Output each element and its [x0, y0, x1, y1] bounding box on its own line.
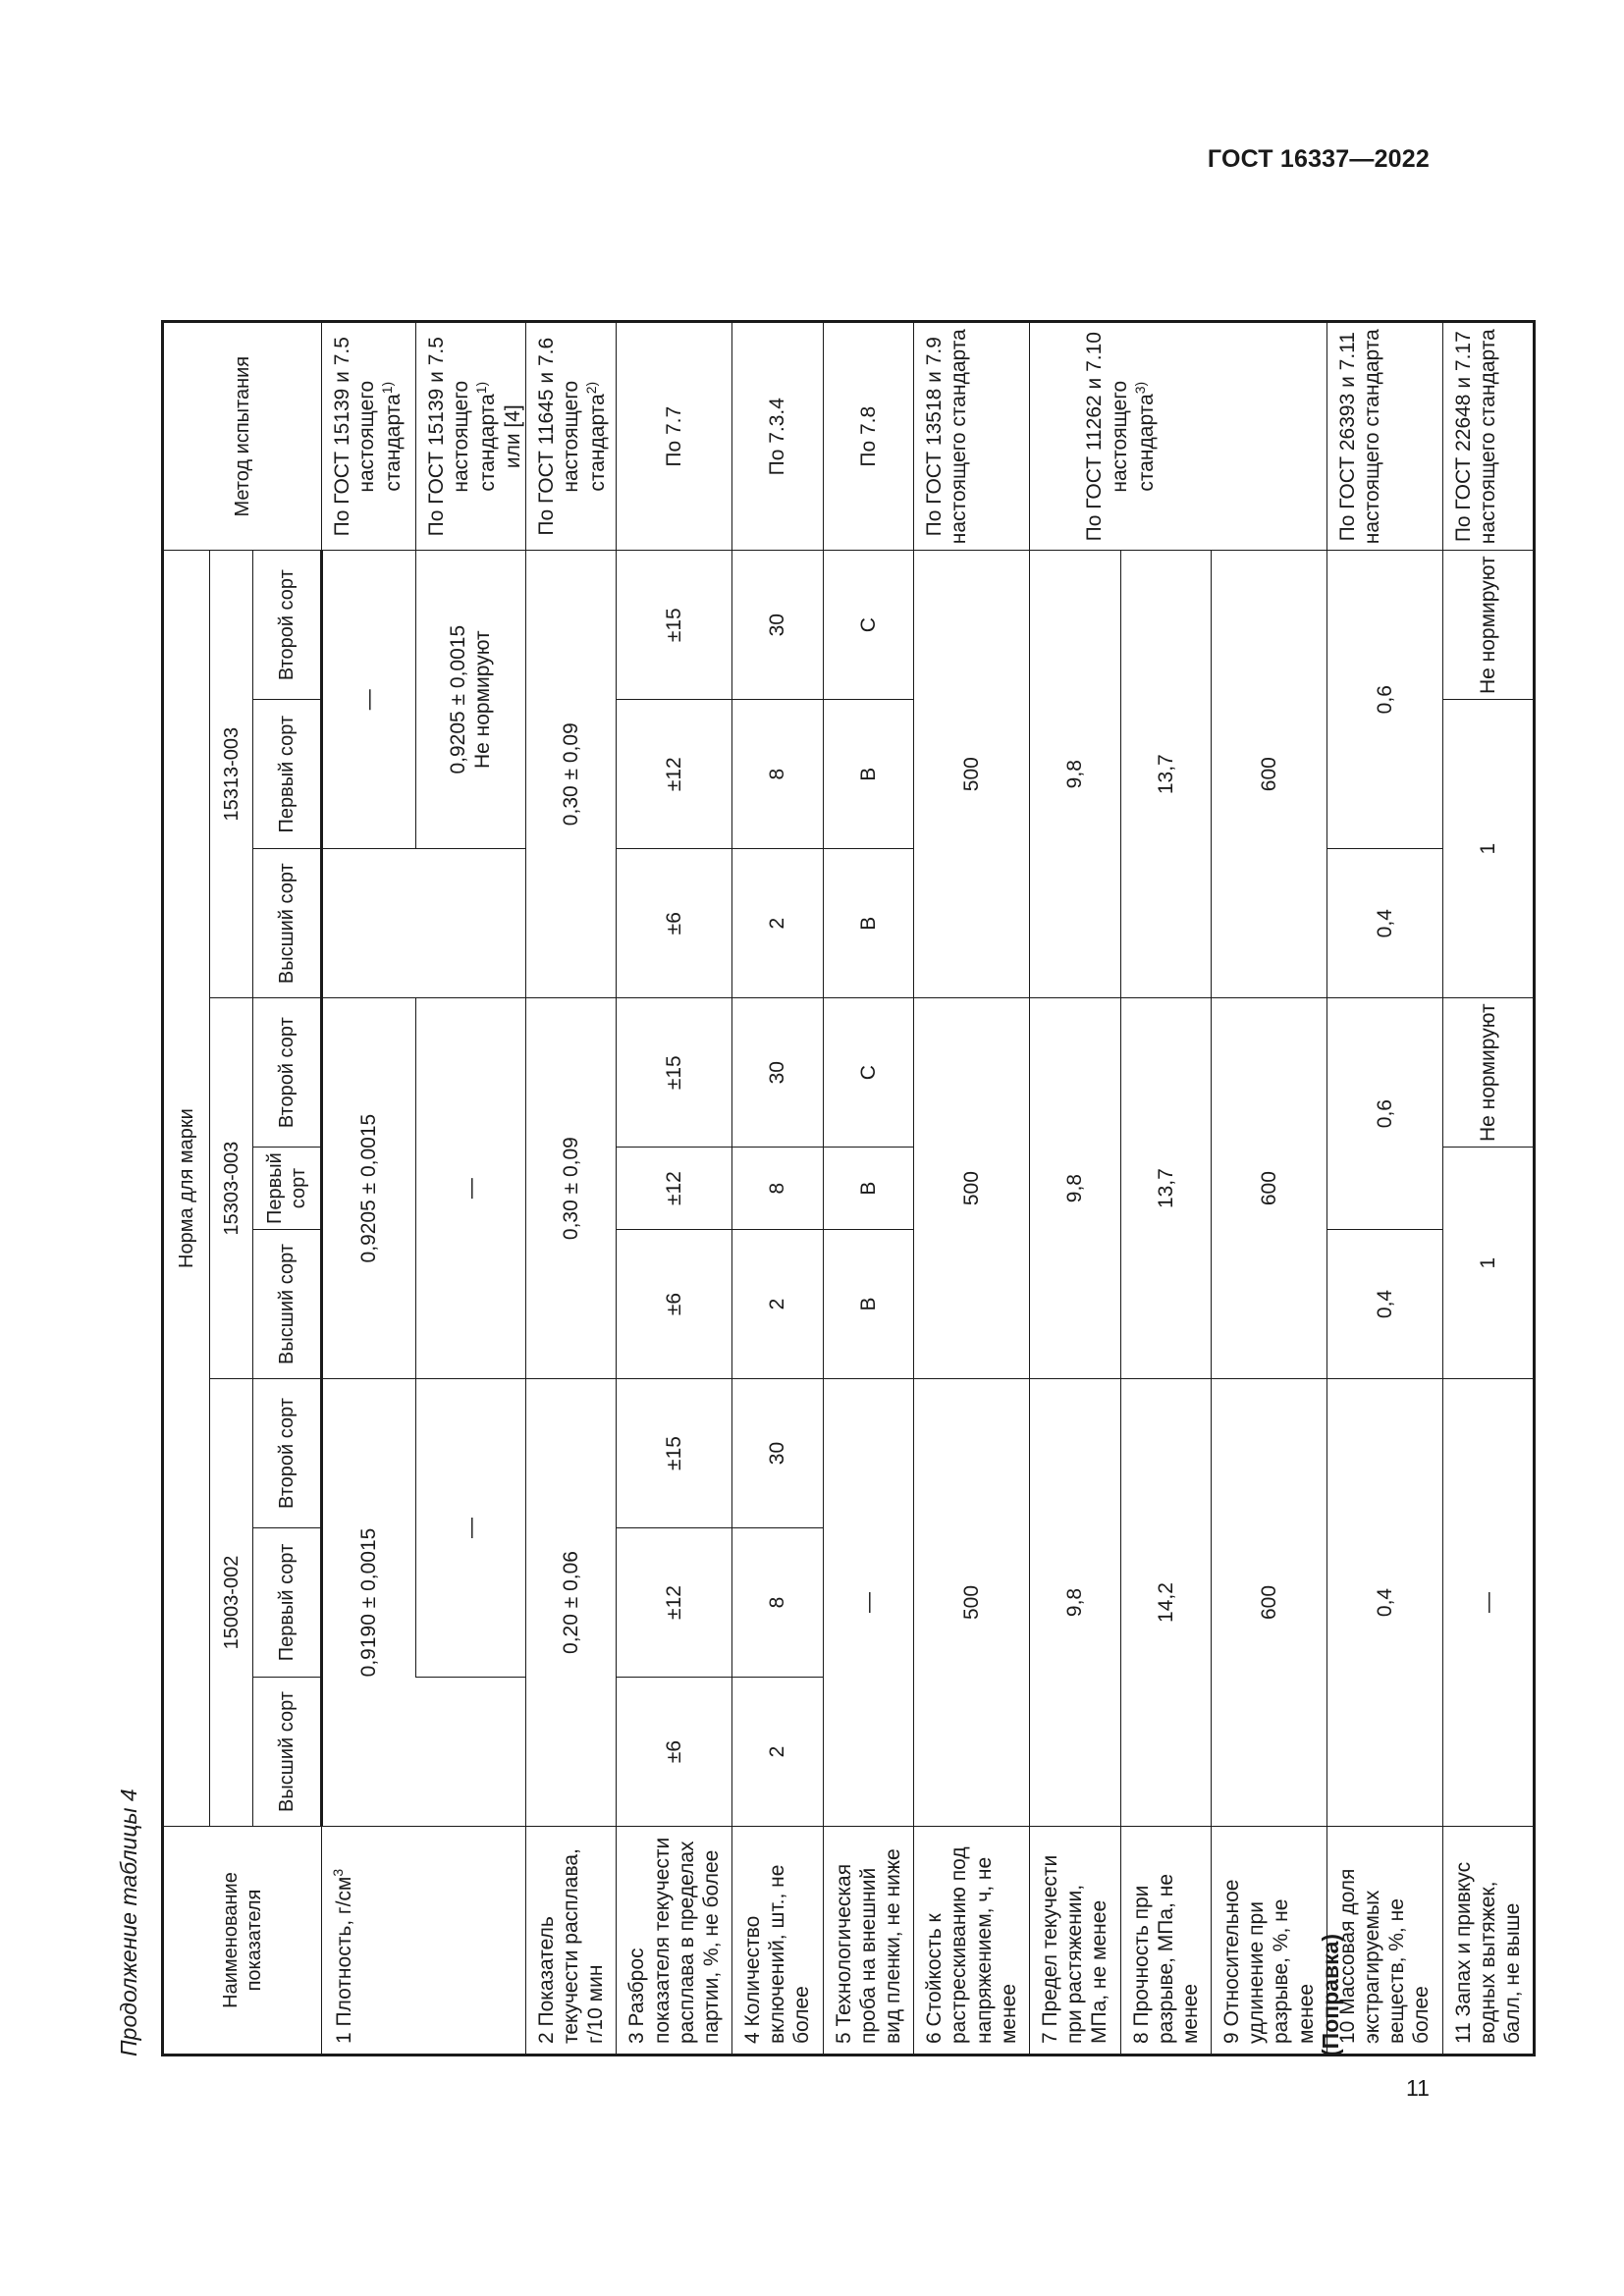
row4-g3-first: 8 — [732, 700, 824, 849]
row2-grade3-value: 0,30 ± 0,09 — [525, 551, 617, 998]
row1-grade3-first-dash: — — [322, 551, 416, 849]
row8-g1: 14,2 — [1120, 1379, 1212, 1827]
header-sort-top: Высший сорт — [253, 1678, 322, 1827]
row10-g2-rest: 0,6 — [1326, 998, 1442, 1230]
page-number: 11 — [1406, 2075, 1430, 2101]
rotated-table-block — [108, 130, 1524, 2083]
row3-name: 3 Разброс показателя текучести расплава в пределах партии, %, не более — [617, 1827, 732, 2056]
table-caption: Продолжение таблицы 4 — [116, 1789, 141, 2056]
row3-g3-first: ±12 — [617, 700, 732, 849]
row4-g1-second: 30 — [732, 1379, 824, 1528]
row10-g2-top: 0,4 — [1326, 1230, 1442, 1379]
row6-g2: 500 — [914, 998, 1030, 1379]
row7-g2: 9,8 — [1029, 998, 1120, 1379]
row9-name: 9 Относительное удлинение при разрыве, %, не менее — [1212, 1827, 1327, 2056]
row10-name: 10 Массовая доля экстрагируемых веществ, %, не более — [1326, 1827, 1442, 2056]
row3-g1-second: ±15 — [617, 1379, 732, 1528]
row1-grade3-value: 0,9205 ± 0,0015 Не нормируют — [416, 551, 526, 849]
row8-g3: 13,7 — [1120, 551, 1212, 998]
header-sort-first: Первый сорт — [253, 1148, 322, 1230]
row4-g2-top: 2 — [732, 1230, 824, 1379]
header-sort-top: Высший сорт — [253, 849, 322, 998]
row3-g1-first: ±12 — [617, 1528, 732, 1678]
row11-g2-top-first: 1 — [1442, 1148, 1535, 1379]
row3-g3-second: ±15 — [617, 551, 732, 700]
row5-g3-second: С — [823, 551, 914, 700]
row11-g2-second: Не нормируют — [1442, 998, 1535, 1148]
row9-g3: 600 — [1212, 551, 1327, 998]
row1-grade2-value: 0,9205 ± 0,0015 — [322, 998, 416, 1379]
row1-grade1-value: 0,9190 ± 0,0015 — [322, 1379, 416, 1827]
row3-g3-top: ±6 — [617, 849, 732, 998]
row4-g2-second: 30 — [732, 998, 824, 1148]
specification-table — [161, 320, 1536, 2056]
header-indicator: Наименование показателя — [163, 1827, 322, 2056]
correction-note: (Поправка) — [1318, 1933, 1343, 2056]
row10-g3-rest: 0,6 — [1326, 551, 1442, 849]
row3-g2-first: ±12 — [617, 1148, 732, 1230]
row5-g2-first: В — [823, 1148, 914, 1230]
row3-g2-second: ±15 — [617, 998, 732, 1148]
row4-g1-first: 8 — [732, 1528, 824, 1678]
header-method: Метод испытания — [163, 322, 322, 551]
header-grade-3: 15313-003 — [210, 551, 253, 998]
row9-method-empty — [1212, 322, 1327, 551]
header-sort-top: Высший сорт — [253, 1230, 322, 1379]
row1-method-b: По ГОСТ 15139 и 7.5 настоящего стандарта$^{1)}$ или [4] — [416, 322, 526, 551]
row9-g1: 600 — [1212, 1379, 1327, 1827]
row5-g2-second: С — [823, 998, 914, 1148]
row11-method: По ГОСТ 22648 и 7.17 настоящего стандарта — [1442, 322, 1535, 551]
document-header: ГОСТ 16337—2022 — [1207, 145, 1430, 173]
row4-g3-top: 2 — [732, 849, 824, 998]
row3-method: По 7.7 — [617, 322, 732, 551]
row1-grade1-dash: — — [416, 1379, 526, 1678]
row3-g1-top: ±6 — [617, 1678, 732, 1827]
row8-name: 8 Прочность при разрыве, МПа, не менее — [1120, 1827, 1212, 2056]
row1-name: 1 Плотность, $г/см^3$ — [322, 1827, 526, 2056]
row10-method: По ГОСТ 26393 и 7.11 настоящего стандарта — [1326, 322, 1442, 551]
row5-g1: — — [823, 1379, 914, 1827]
row11-g3-second: Не нормируют — [1442, 551, 1535, 700]
row5-method: По 7.8 — [823, 322, 914, 551]
header-norm: Норма для марки — [163, 551, 210, 1827]
row1-grade1-top-empty — [416, 1678, 526, 1827]
row2-method: По ГОСТ 11645 и 7.6 настоящего стандарта$^{2)}$ — [525, 322, 617, 551]
row2-grade1-value: 0,20 ± 0,06 — [525, 1379, 617, 1827]
row5-g3-first: В — [823, 700, 914, 849]
row6-name: 6 Стойкость к растрескиванию под напряжением, ч, не менее — [914, 1827, 1030, 2056]
row1-grade2-dash: — — [416, 998, 526, 1379]
row8-g2: 13,7 — [1120, 998, 1212, 1379]
row4-g2-first: 8 — [732, 1148, 824, 1230]
row1-method-a: По ГОСТ 15139 и 7.5 настоящего стандарта$^{1)}$ — [322, 322, 416, 551]
header-sort-first: Первый сорт — [253, 1528, 322, 1678]
header-sort-second: Второй сорт — [253, 1379, 322, 1528]
row11-g1: — — [1442, 1379, 1535, 1827]
row1-grade3-top — [322, 849, 526, 998]
header-sort-first: Первый сорт — [253, 700, 322, 849]
row7-name: 7 Предел текучести при растяжении, МПа, не менее — [1029, 1827, 1120, 2056]
row10-g3-top: 0,4 — [1326, 849, 1442, 998]
row3-g2-top: ±6 — [617, 1230, 732, 1379]
header-grade-1: 15003-002 — [210, 1379, 253, 1827]
row10-g1: 0,4 — [1326, 1379, 1442, 1827]
row4-g3-second: 30 — [732, 551, 824, 700]
header-sort-second: Второй сорт — [253, 551, 322, 700]
row5-g3-top: В — [823, 849, 914, 998]
row4-method: По 7.3.4 — [732, 322, 824, 551]
row4-name: 4 Количество включений, шт., не более — [732, 1827, 824, 2056]
row6-g1: 500 — [914, 1379, 1030, 1827]
row11-g3-top-first: 1 — [1442, 700, 1535, 998]
header-sort-second: Второй сорт — [253, 998, 322, 1148]
row2-grade2-value: 0,30 ± 0,09 — [525, 998, 617, 1379]
row4-g1-top: 2 — [732, 1678, 824, 1827]
row7-8-method: По ГОСТ 11262 и 7.10 настоящего стандарта$^{3)}$ — [1029, 322, 1211, 551]
row5-name: 5 Технологическая проба на внешний вид пленки, не ниже — [823, 1827, 914, 2056]
row11-name: 11 Запах и привкус водных вытяжек, балл, не выше — [1442, 1827, 1535, 2056]
row7-g3: 9,8 — [1029, 551, 1120, 998]
row2-name: 2 Показатель текучести расплава, г/10 мин — [525, 1827, 617, 2056]
row7-g1: 9,8 — [1029, 1379, 1120, 1827]
row5-g2-top: В — [823, 1230, 914, 1379]
row9-g2: 600 — [1212, 998, 1327, 1379]
header-grade-2: 15303-003 — [210, 998, 253, 1379]
row6-g3: 500 — [914, 551, 1030, 998]
row6-method: По ГОСТ 13518 и 7.9 настоящего стандарта — [914, 322, 1030, 551]
